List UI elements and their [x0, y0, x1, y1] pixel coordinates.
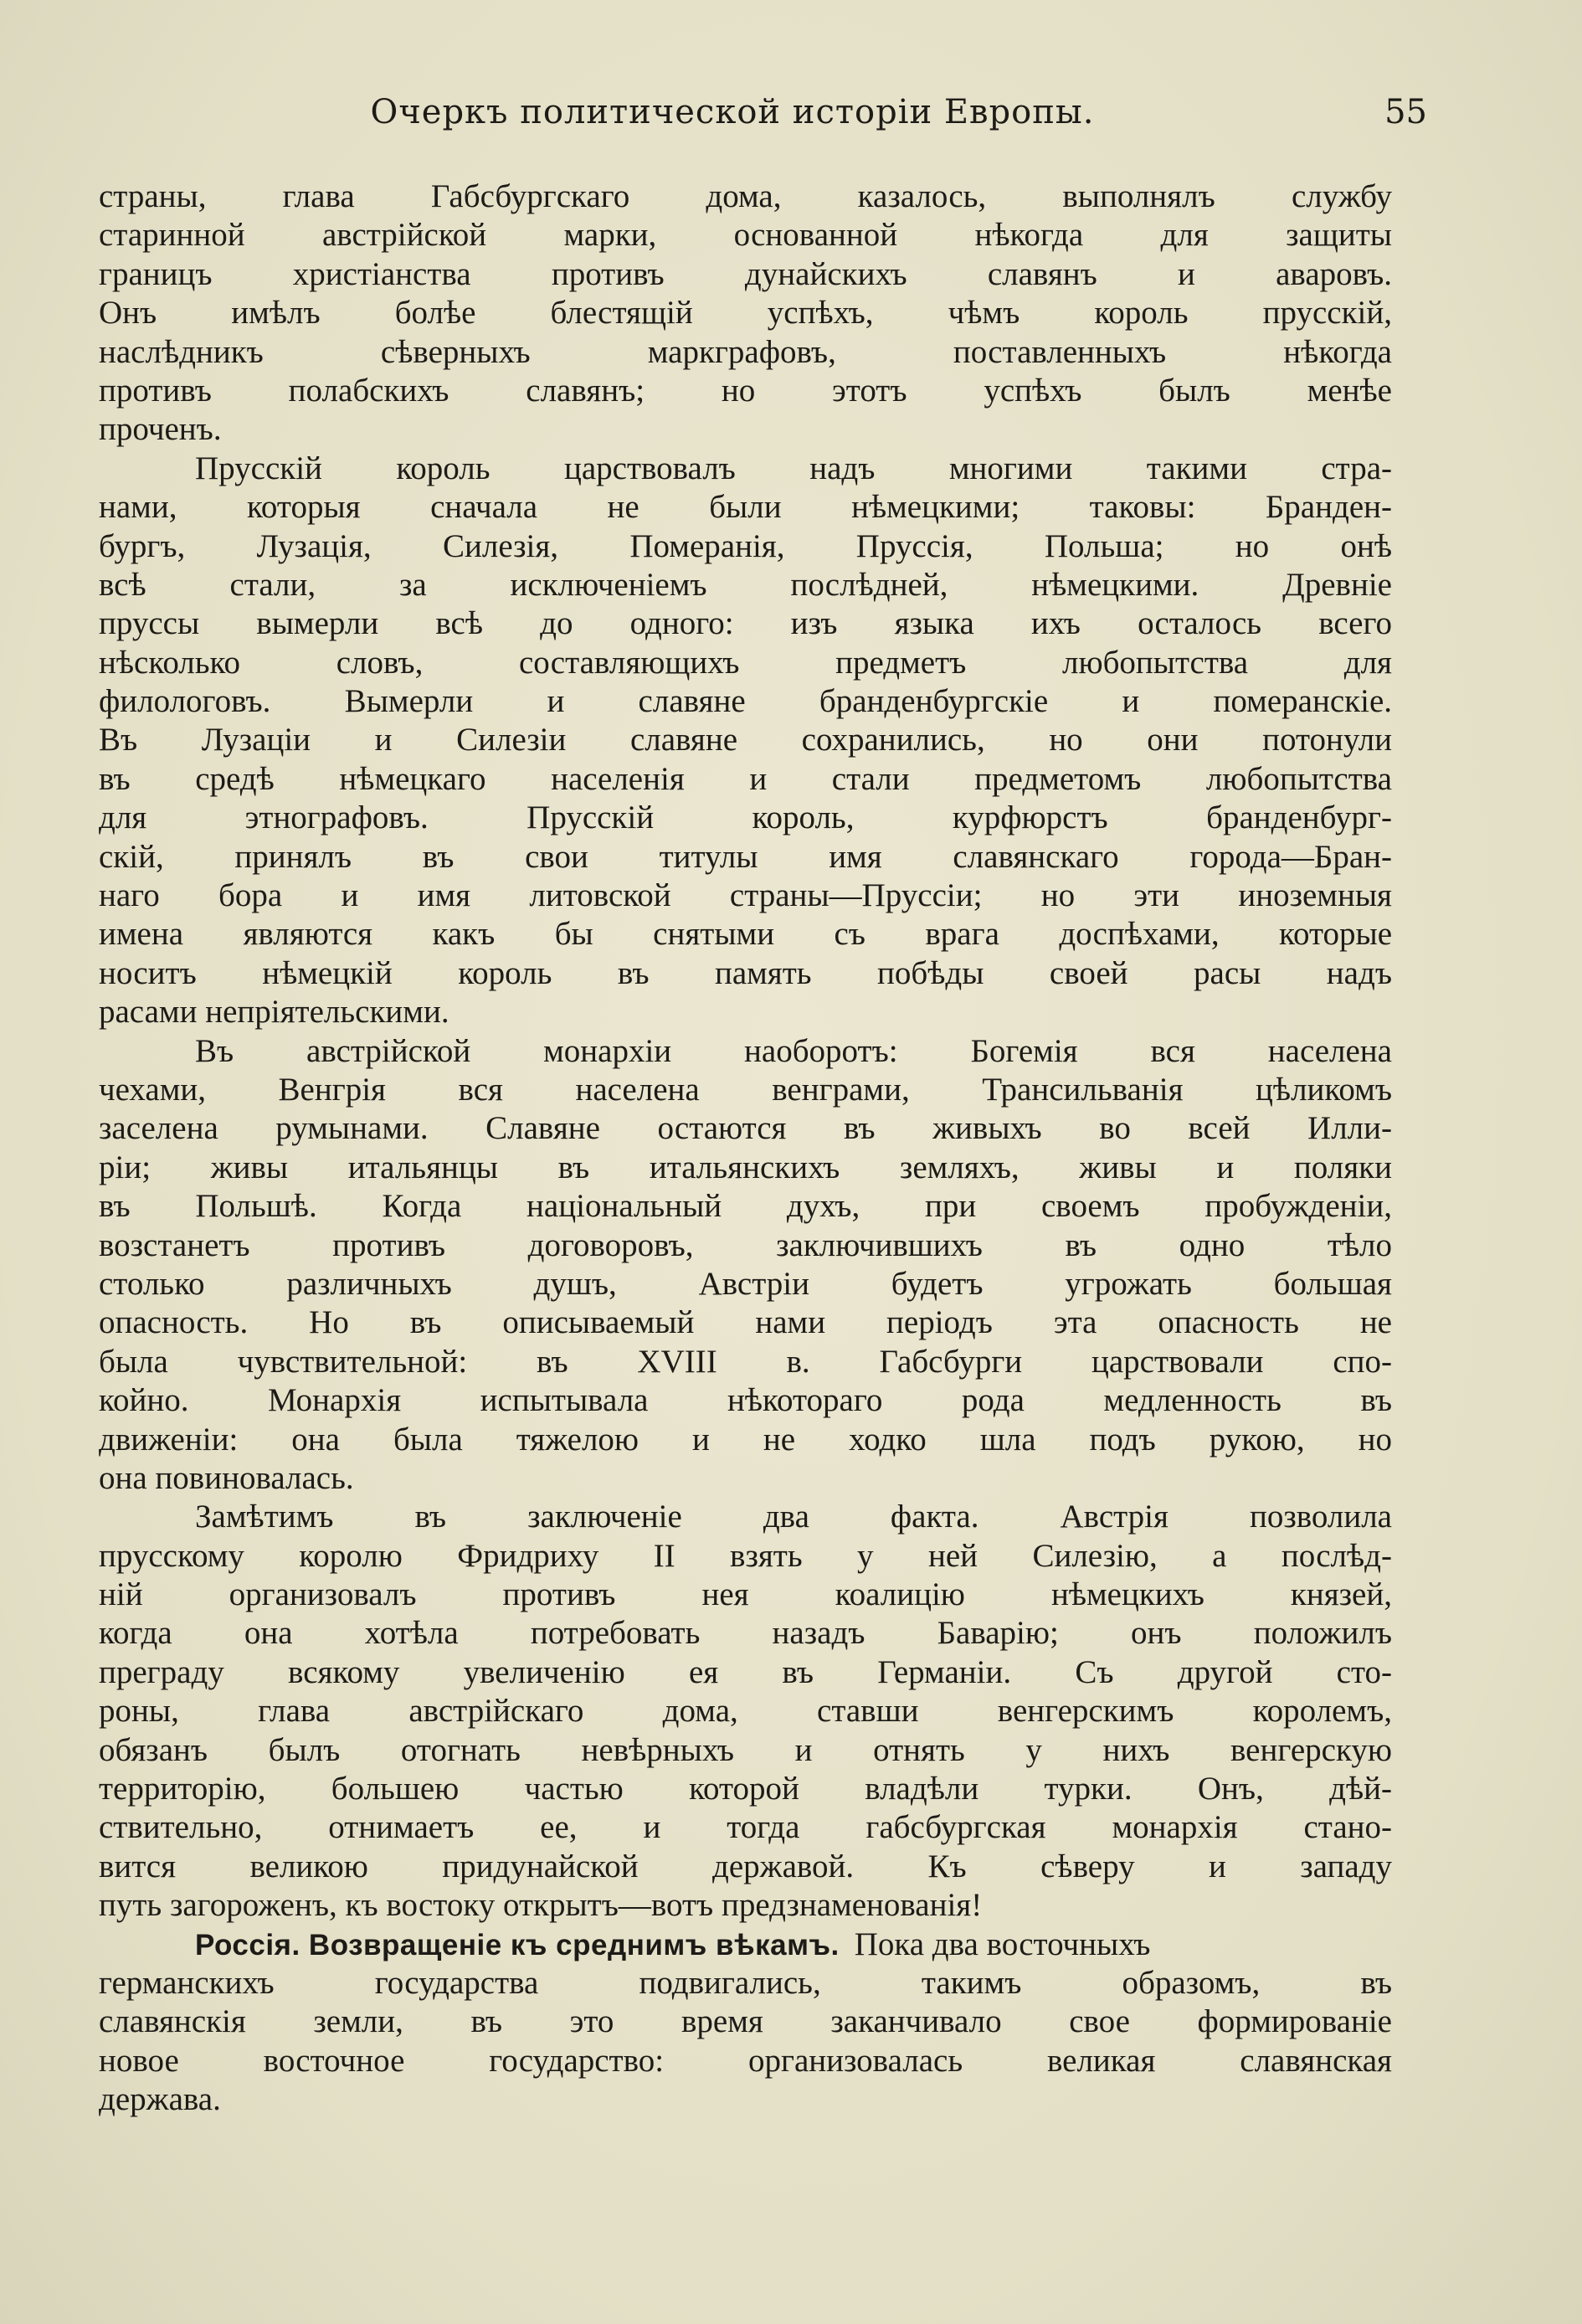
text-line: возстанетъ противъ договоровъ, заключившихъ въ одно тѣло — [99, 1226, 1392, 1263]
text-line: опасность. Но въ описываемый нами періодъ эта опасность не — [99, 1304, 1392, 1341]
section-first-line — [99, 1926, 1392, 1964]
text-line: германскихъ государства подвигались, такимъ образомъ, въ — [99, 1964, 1392, 2001]
text-line: Прусскій король царствовалъ надъ многими такими стра- — [195, 450, 1392, 486]
page-number: 55 — [1384, 93, 1427, 131]
text-line: путь загороженъ, къ востоку открытъ—вотъ предзнаменованія! — [99, 1887, 983, 1924]
text-line: носитъ нѣмецкій король въ память побѣды своей расы надъ — [99, 954, 1392, 991]
text-line: Онъ имѣлъ болѣе блестящій успѣхъ, чѣмъ король прусскій, — [99, 295, 1392, 332]
text-line: наслѣдникъ сѣверныхъ маркграфовъ, поставленныхъ нѣкогда — [99, 333, 1392, 370]
text-line: проченъ. — [99, 411, 222, 448]
text-line: когда она хотѣла потребовать назадъ Баварію; онъ положилъ — [99, 1615, 1392, 1652]
text-line: ріи; живы итальянцы въ итальянскихъ земляхъ, живы и поляки — [99, 1149, 1392, 1185]
text-line: расами непріятельскими. — [99, 994, 449, 1031]
text-line: границъ христіанства противъ дунайскихъ славянъ и аваровъ. — [99, 255, 1392, 292]
text-line: для этнографовъ. Прусскій король, курфюрстъ бранденбург- — [99, 800, 1392, 836]
text-line: Замѣтимъ въ заключеніе два факта. Австрія позволила — [195, 1499, 1392, 1535]
text-line: держава. — [99, 2081, 221, 2118]
text-line: скій, принялъ въ свои титулы имя славянскаго города—Бран- — [99, 838, 1392, 875]
text-line: ствительно, отнимаетъ ее, и тогда габсбургская монархія стано- — [99, 1809, 1392, 1846]
text-line: вится великою придунайской державой. Къ сѣверу и западу — [99, 1848, 1392, 1884]
text-line: обязанъ былъ отогнать невѣрныхъ и отнять у нихъ венгерскую — [99, 1731, 1392, 1768]
text-line: была чувствительной: въ XVIII в. Габсбурги царствовали спо- — [99, 1343, 1392, 1380]
text-line: движеніи: она была тяжелою и не ходко шла подъ рукою, но — [99, 1421, 1392, 1458]
body-text — [99, 177, 1392, 2120]
text-line: Въ Лузаціи и Силезіи славяне сохранились, но они потонули — [99, 722, 1392, 758]
text-line: противъ полабскихъ славянъ; но этотъ успѣхъ былъ менѣе — [99, 372, 1392, 409]
text-line: койно. Монархія испытывала нѣкотораго рода медленность въ — [99, 1382, 1392, 1419]
text-line: бургъ, Лузація, Силезія, Померанія, Пруссія, Польша; но онѣ — [99, 527, 1392, 564]
section-heading: Россія. Возвращеніе къ среднимъ вѣкамъ. — [195, 1928, 840, 1962]
text-line: нѣсколько словъ, составляющихъ предметъ любопытства для — [99, 644, 1392, 681]
text-line: столько различныхъ душъ, Австріи будетъ угрожать большая — [99, 1265, 1392, 1302]
text-line: наго бора и имя литовской страны—Пруссіи; но эти иноземныя — [99, 877, 1392, 914]
section-line-text: Пока два восточныхъ — [854, 1926, 1151, 1962]
text-line: пруссы вымерли всѣ до одного: изъ языка ихъ осталось всего — [99, 605, 1392, 642]
text-line: новое восточное государство: организовалась великая славянская — [99, 2042, 1392, 2079]
text-line: преграду всякому увеличенію ея въ Германіи. Съ другой сто- — [99, 1653, 1392, 1690]
text-line: филологовъ. Вымерли и славяне бранденбургскіе и померанскіе. — [99, 683, 1392, 720]
text-line: въ Польшѣ. Когда національный духъ, при своемъ пробужденіи, — [99, 1188, 1392, 1225]
text-line: Въ австрійской монархіи наоборотъ: Богемія вся населена — [195, 1032, 1392, 1069]
text-line: нами, которыя сначала не были нѣмецкими; таковы: Бранден- — [99, 489, 1392, 526]
text-line: территорію, большею частью которой владѣли турки. Онъ, дѣй- — [99, 1771, 1392, 1807]
text-line: она повиновалась. — [99, 1459, 354, 1496]
text-line: ній организовалъ противъ нея коалицію нѣмецкихъ князей, — [99, 1576, 1392, 1613]
running-title: Очеркъ политической исторіи Европы. — [370, 93, 1095, 131]
text-line: заселена румынами. Славяне остаются въ живыхъ во всей Илли- — [99, 1110, 1392, 1147]
text-line: старинной австрійской марки, основанной нѣкогда для защиты — [99, 217, 1392, 254]
text-line: въ средѣ нѣмецкаго населенія и стали предметомъ любопытства — [99, 760, 1392, 797]
text-line: прусскому королю Фридриху II взять у ней Силезію, а послѣд- — [99, 1537, 1392, 1574]
text-line: имена являются какъ бы снятыми съ врага доспѣхами, которые — [99, 916, 1392, 953]
text-line: страны, глава Габсбургскаго дома, казалось, выполнялъ службу — [99, 178, 1392, 214]
page-header — [0, 87, 1582, 137]
text-line: славянскія земли, въ это время заканчивало свое формированіе — [99, 2003, 1392, 2040]
text-line: роны, глава австрійскаго дома, ставши венгерскимъ королемъ, — [99, 1693, 1392, 1730]
text-line: всѣ стали, за исключеніемъ послѣдней, нѣмецкими. Древніе — [99, 566, 1392, 603]
text-line: чехами, Венгрія вся населена венграми, Трансильванія цѣликомъ — [99, 1071, 1392, 1108]
